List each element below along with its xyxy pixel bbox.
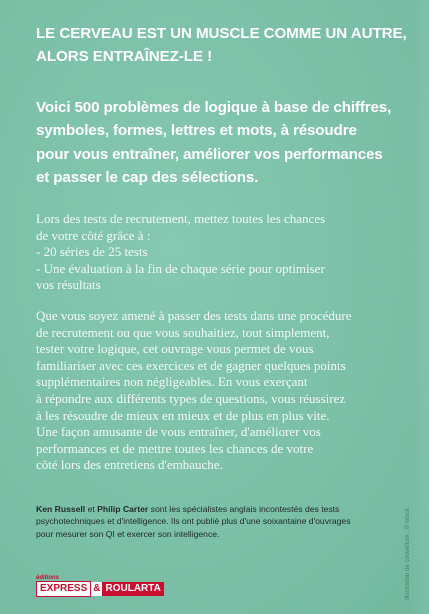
body-line: Une façon amusante de vous entraîner, d'améliorer vos (36, 424, 321, 440)
publisher-express: EXPRESS (36, 581, 91, 597)
authors-text: sont les spécialistes anglais incontestés des tests (148, 504, 340, 514)
authors-line-1 (36, 503, 396, 515)
body-line: performances et de mettre toutes les chances de votre (36, 440, 314, 456)
publisher-logo (36, 575, 161, 599)
body-line: tester votre logique, cet ouvrage vous permet de vous (36, 341, 314, 357)
headline-line: LE CERVEAU EST UN MUSCLE COMME UN AUTRE, (36, 25, 407, 42)
headline-line: ALORS ENTRAÎNEZ-LE ! (36, 48, 213, 65)
author-name: Philip Carter (97, 504, 149, 514)
intro-line: Voici 500 problèmes de logique à base de chiffres, (36, 99, 392, 116)
tests-line: - 20 séries de 25 tests (36, 244, 148, 260)
tests-line: - Une évaluation à la fin de chaque série pour optimiser (36, 260, 325, 276)
authors-line-3: pour mesurer son QI et exercer son intelligence. (36, 528, 220, 539)
publisher-roularta: ROULARTA (102, 582, 163, 596)
headline (36, 22, 406, 68)
intro-line: pour vous entraîner, améliorer vos performances (36, 145, 383, 163)
intro-line: symboles, formes, lettres et mots, à résoudre (36, 122, 357, 140)
author-name: Ken Russell (36, 504, 86, 514)
body-line: côté lors des entretiens d'embauche. (36, 457, 223, 473)
body-line: familiariser avec ces exercices et de gagner quelques points (36, 357, 346, 373)
body-line: supplémentaires non négligeables. En vous exerçant (36, 374, 308, 390)
authors-bio (36, 503, 396, 540)
authors-connector: et (85, 504, 98, 514)
authors-line-2: psychotechniques et d'intelligence. Ils ont publié plus d'une soixantaine d'ouvrages (36, 516, 351, 527)
intro-paragraph (36, 96, 416, 189)
body-paragraph (36, 308, 396, 474)
publisher-editions-label: éditions (36, 575, 60, 581)
body-line: Que vous soyez amené à passer des tests dans une procédure (36, 308, 352, 323)
body-line: à répondre aux différents types de questions, vous réussirez (36, 390, 346, 406)
body-line: de recrutement ou que vous souhaitiez, tout simplement, (36, 324, 330, 340)
body-line: à les résoudre de mieux en mieux et de plus en plus vite. (36, 407, 330, 423)
publisher-wordmark (36, 582, 161, 596)
tests-line: vos résultats (36, 277, 101, 293)
publisher-ampersand: & (93, 583, 101, 594)
tests-line: Lors des tests de recrutement, mettez toutes les chances (36, 211, 326, 226)
page-edge-shading (411, 0, 429, 614)
tests-paragraph (36, 211, 396, 294)
tests-line: de votre côté grâce à : (36, 227, 151, 243)
illustration-credit: Illustration de couverture : © istock (405, 507, 411, 600)
intro-line: et passer le cap des sélections. (36, 168, 259, 186)
